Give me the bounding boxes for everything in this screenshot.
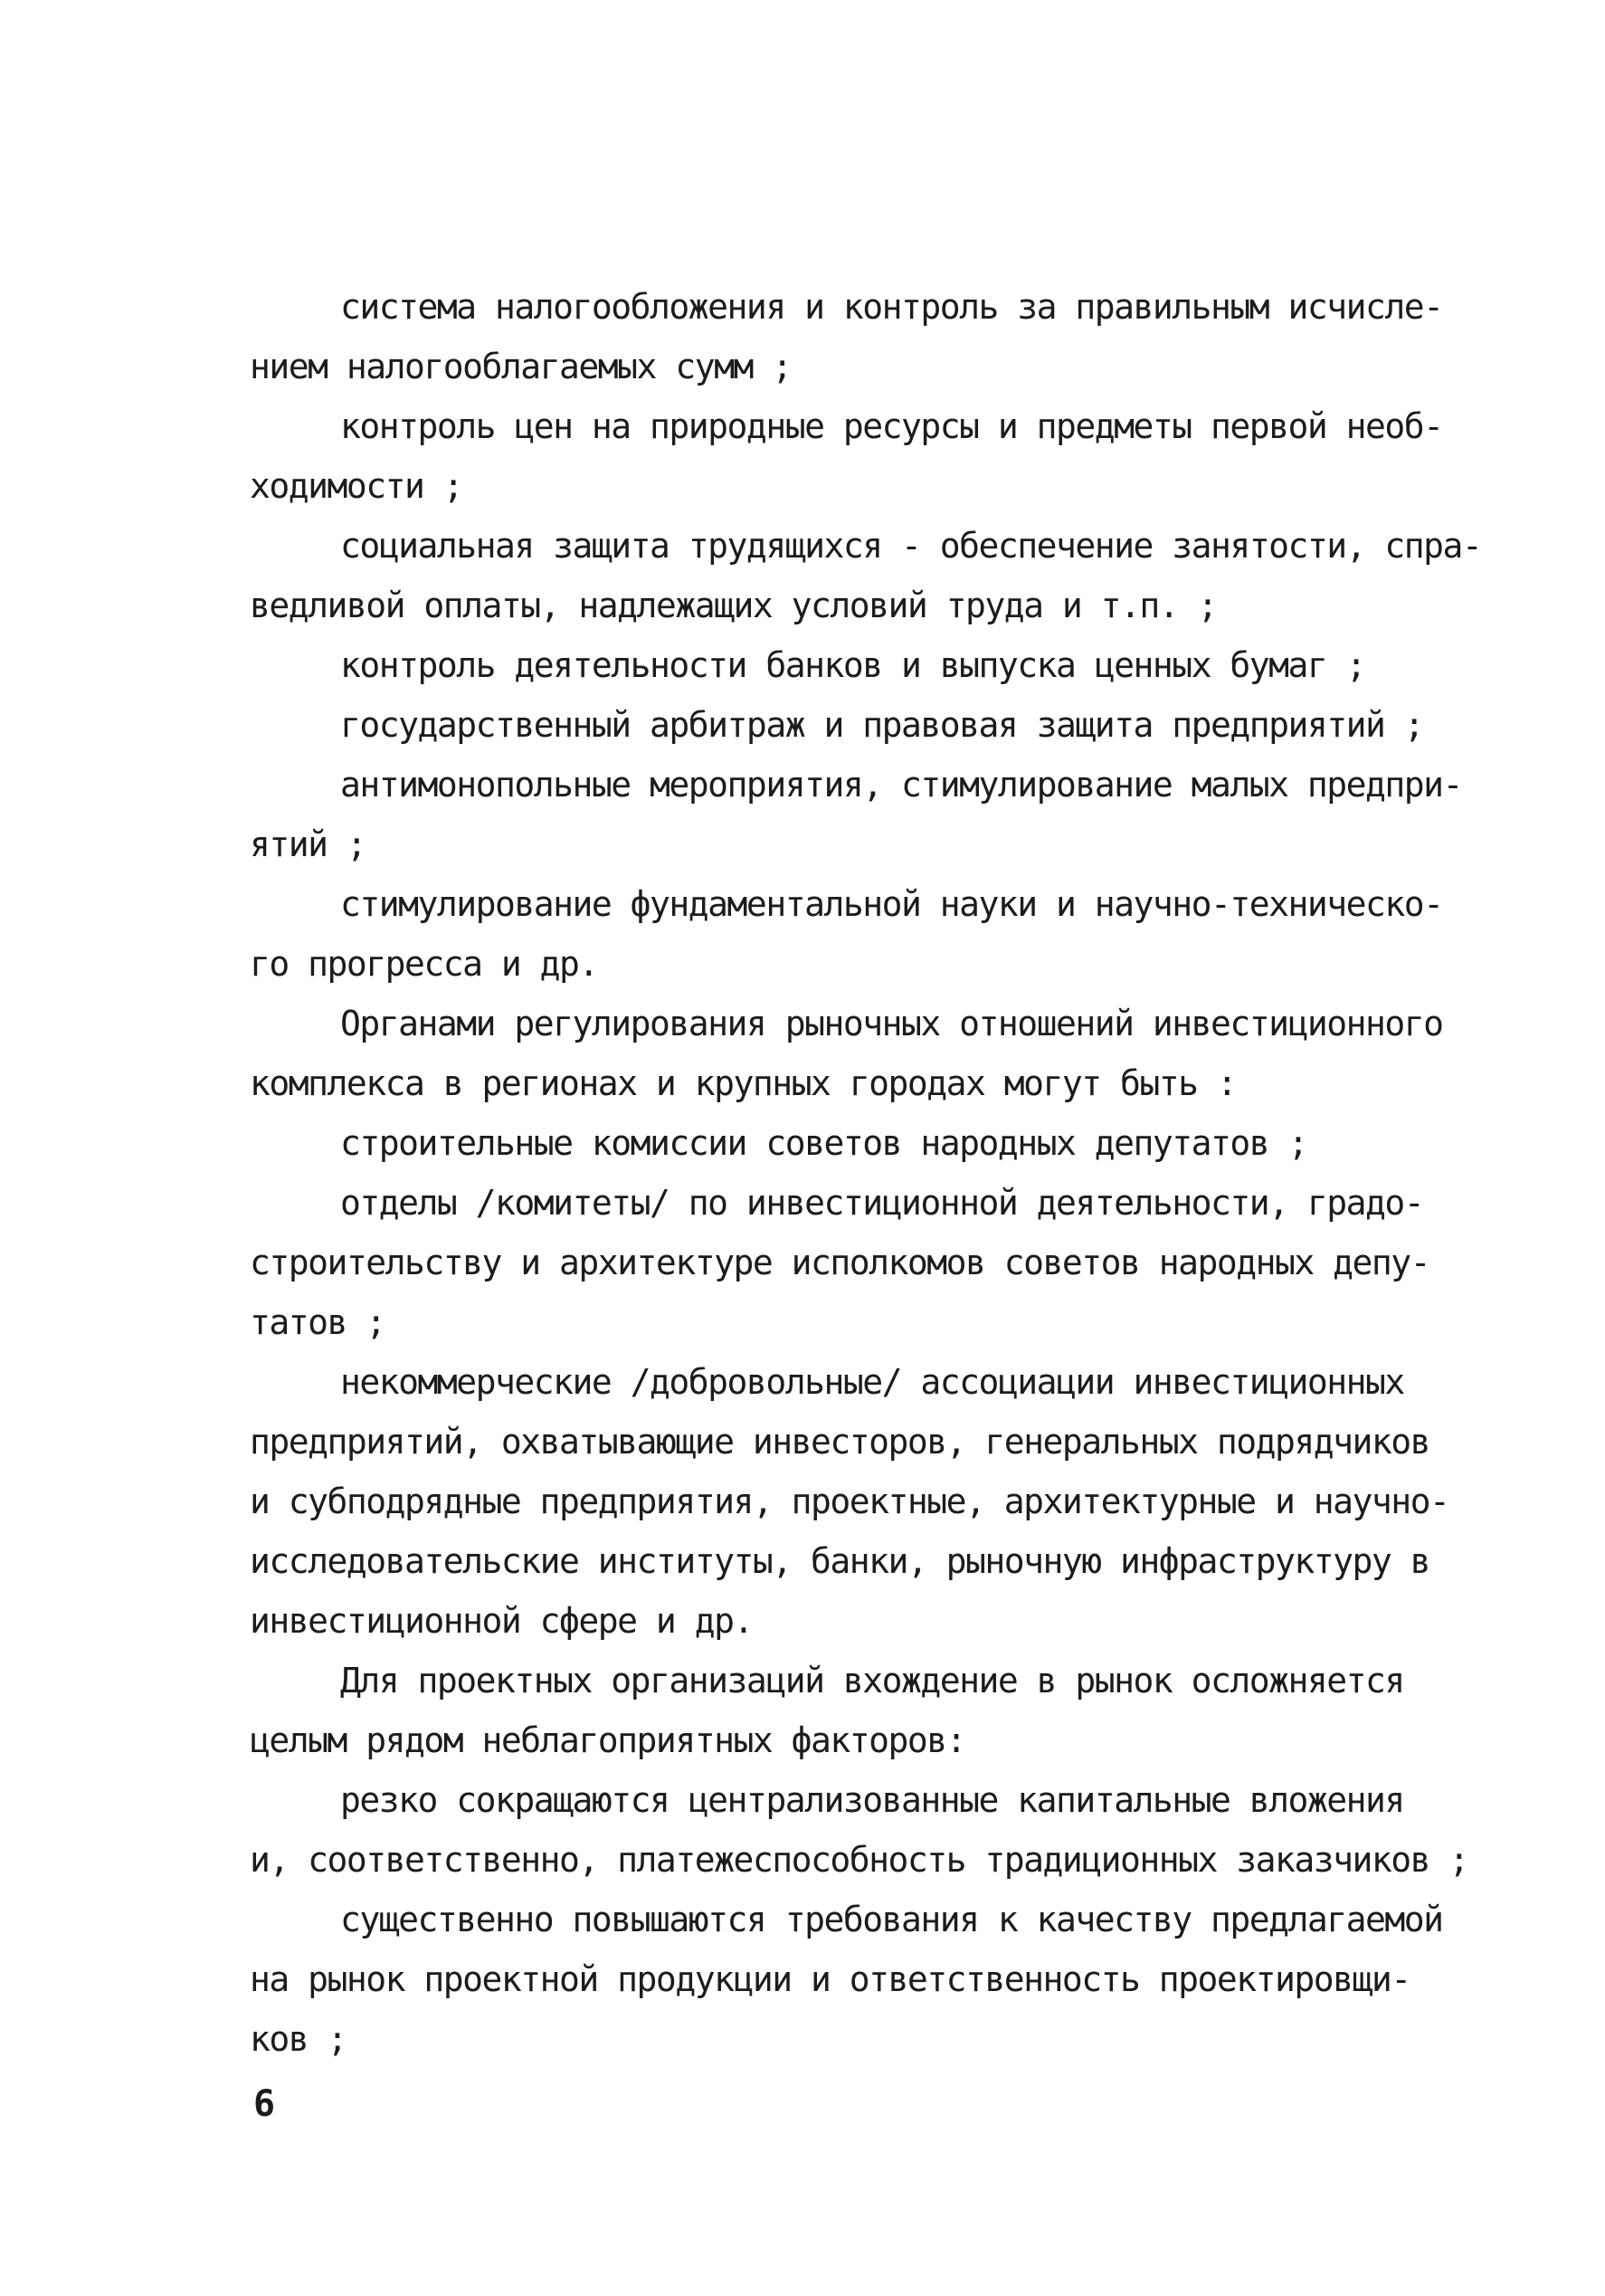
text-line: контроль цен на природные ресурсы и предметы первой необ- — [340, 406, 1443, 446]
page-number: 6 — [253, 2083, 276, 2125]
text-line: отделы /комитеты/ по инвестиционной деятельности, градо- — [340, 1183, 1424, 1223]
text-line: социальная защита трудящихся - обеспечение занятости, спра- — [340, 526, 1482, 566]
text-line: татов ; — [250, 1302, 385, 1342]
text-line: на рынок проектной продукции и ответственность проектировщи- — [250, 1959, 1410, 1999]
text-line: и, соответственно, платежеспособность традиционных заказчиков ; — [250, 1840, 1468, 1880]
text-line: нием налогооблагаемых сумм ; — [250, 347, 792, 386]
text-line: некоммерческие /добровольные/ ассоциации инвестиционных — [340, 1362, 1404, 1402]
text-line: Для проектных организаций вхождение в рынок осложняется — [340, 1661, 1404, 1701]
text-line: предприятий, охватывающие инвесторов, генеральных подрядчиков — [250, 1422, 1430, 1462]
text-line: антимонопольные мероприятия, стимулирование малых предпри- — [340, 765, 1462, 805]
text-line: ятий ; — [250, 824, 366, 864]
text-line: система налогообложения и контроль за правильным исчисле- — [340, 287, 1443, 327]
text-line: ходимости ; — [250, 466, 463, 506]
text-line: стимулирование фундаментальной науки и научно-техническо- — [340, 884, 1443, 924]
text-line: исследовательские институты, банки, рыночную инфраструктуру в — [250, 1541, 1430, 1581]
text-line: контроль деятельности банков и выпуска ценных бумаг ; — [340, 645, 1366, 685]
text-line: Органами регулирования рыночных отношений инвестиционного — [340, 1004, 1443, 1043]
text-line: строительству и архитектуре исполкомов советов народных депу- — [250, 1243, 1430, 1282]
text-line: и субподрядные предприятия, проектные, архитектурные и научно- — [250, 1481, 1449, 1521]
text-line: ков ; — [250, 2019, 347, 2059]
text-line: государственный арбитраж и правовая защита предприятий ; — [340, 705, 1424, 745]
text-line: существенно повышаются требования к качеству предлагаемой — [340, 1900, 1443, 1939]
text-line: комплекса в регионах и крупных городах могут быть : — [250, 1063, 1237, 1103]
text-line: инвестиционной сфере и др. — [250, 1601, 753, 1641]
body-text — [250, 277, 1482, 2069]
text-line: го прогресса и др. — [250, 944, 598, 984]
text-line: целым рядом неблагоприятных факторов: — [250, 1720, 965, 1760]
text-line: резко сокращаются централизованные капитальные вложения — [340, 1780, 1404, 1820]
text-line: строительные комиссии советов народных депутатов ; — [340, 1123, 1307, 1163]
text-line: ведливой оплаты, надлежащих условий труда и т.п. ; — [250, 586, 1217, 625]
